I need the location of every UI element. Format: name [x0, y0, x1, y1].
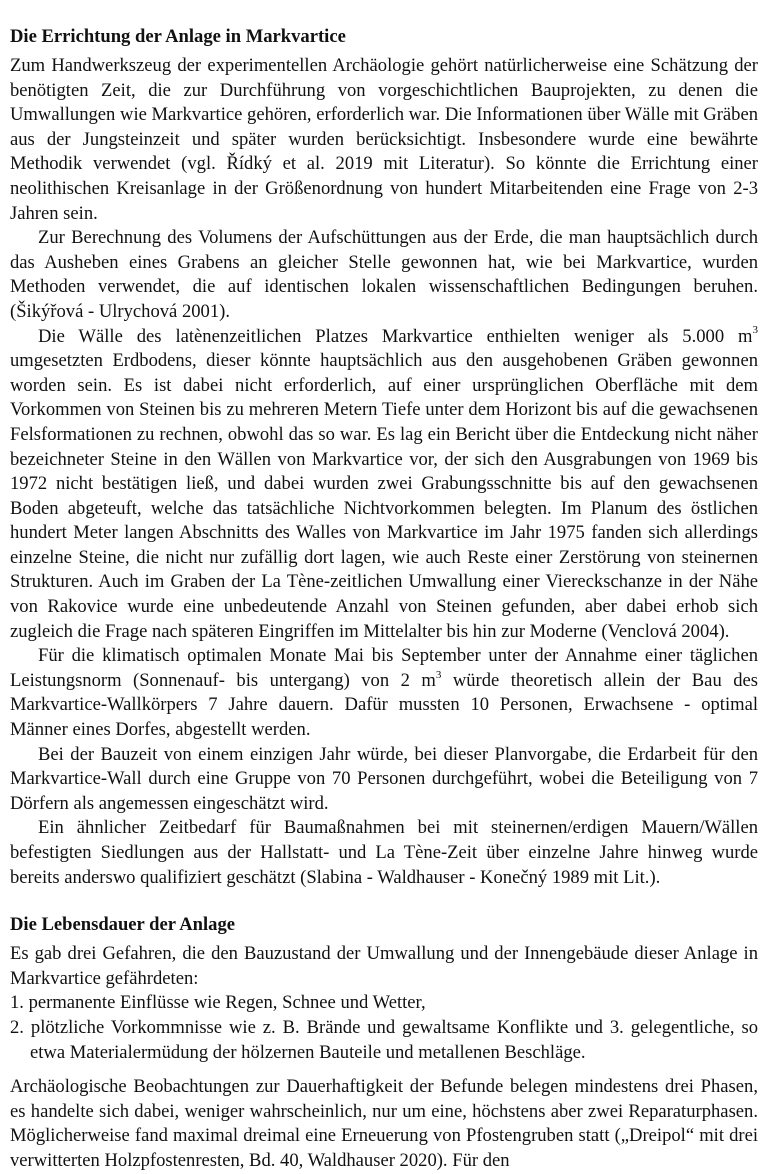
list-item: 2. plötzliche Vorkommnisse wie z. B. Brände und gewaltsame Konflikte und 3. gelegentliche, so etwa Materialermüdung der hölzernen Bauteile und metallenen Beschläge.	[10, 1016, 758, 1063]
page-content	[10, 24, 758, 1174]
section-construction	[10, 24, 758, 890]
paragraph: Bei der Bauzeit von einem einzigen Jahr würde, bei dieser Planvorgabe, die Erdarbeit für den Markvartice-Wall durch eine Gruppe von 70 Personen durchgeführt, wobei die Beteiligung von 7 Dörfern als angemessen eingeschätzt wird.	[10, 743, 758, 814]
section-heading: Die Lebensdauer der Anlage	[10, 914, 236, 936]
paragraph: Zum Handwerkszeug der experimentellen Archäologie gehört natürlicherweise eine Schätzung der benötigten Zeit, die zur Durchführung von vorgeschichtlichen Bauprojekten, zu denen die Umwallungen wie Markvartice gehören, erforderlich war. Die Informationen über Wälle mit Gräben aus der Jungsteinzeit und später wurden berücksichtigt. Insbesondere wurde eine bewährte Methodik verwendet (vgl. Řídký et al. 2019 mit Literatur). So könnte die Errichtung einer neolithischen Kreisanlage in der Größenordnung von hundert Mitarbeitenden eine Frage von 2-3 Jahren sein.	[10, 55, 758, 224]
list-item: 1. permanente Einflüsse wie Regen, Schnee und Wetter,	[10, 992, 426, 1014]
paragraph: Archäologische Beobachtungen zur Dauerhaftigkeit der Befunde belegen mindestens drei Phasen, es handelte sich dabei, weniger wahrscheinlich, nur um eine, höchstens aber zwei Reparaturphasen. Möglicherweise fand maximal dreimal eine Erneuerung von Pfostengruben statt („Dreipol“ mit drei verwitterten Holzpfostenresten, Bd. 40, Waldhauser 2020). Für den	[10, 1076, 758, 1171]
paragraph: Es gab drei Gefahren, die den Bauzustand der Umwallung und der Innengebäude dieser Anlage in Markvartice gefährdeten:	[10, 943, 758, 989]
paragraph	[10, 325, 758, 645]
section-lifespan	[10, 912, 758, 1173]
paragraph-text: würde theoretisch allein der Bau des Markvartice-Wallkörpers 7 Jahre dauern. Dafür mussten 10 Personen, Erwachsene - optimal Männer eines Dorfes, abgestellt werden.	[10, 669, 758, 741]
paragraph: Ein ähnlicher Zeitbedarf für Baumaßnahmen bei mit steinernen/erdigen Mauern/Wällen befestigten Siedlungen aus der Hallstatt- und La Tène-Zeit über einzelne Jahre hinweg wurde bereits anderswo qualifiziert geschätzt (Slabina - Waldhauser - Konečný 1989 mit Lit.).	[10, 817, 758, 888]
superscript: 3	[435, 668, 442, 681]
hazard-list	[10, 991, 758, 1065]
section-heading: Die Errichtung der Anlage in Markvartice	[10, 26, 346, 47]
superscript: 3	[752, 324, 758, 337]
paragraph-text: Die Wälle des latènenzeitlichen Platzes Markvartice enthielten weniger als 5.000 m	[38, 325, 753, 347]
paragraph: Zur Berechnung des Volumens der Aufschüttungen aus der Erde, die man hauptsächlich durch das Ausheben eines Grabens an gleicher Stelle gewonnen hat, wie bei Markvartice, wurden Methoden verwendet, die auf identischen lokalen wissenschaftlichen Bedingungen beruhen. (Šikýřová - Ulrychová 2001).	[10, 227, 758, 322]
paragraph-text: Für die klimatisch optimalen Monate Mai bis September unter der Annahme einer täglichen Leistungsnorm (Sonnenauf- bis untergang) von 2 m	[10, 645, 758, 691]
paragraph	[10, 644, 758, 742]
paragraph-text: umgesetzten Erdbodens, dieser könnte hauptsächlich aus den ausgehobenen Gräben gewonnen worden sein. Es ist dabei nicht erforderlich, auf einer ursprünglichen Oberfläche mit dem Vorkommen von Steinen bis zu mehreren Metern Tiefe unter dem Horizont bis auf die gewachsenen Felsformationen zu rechnen, obwohl das so war. Es lag ein Bericht über die Entdeckung nicht näher bezeichneter Steine in den Wällen von Markvartice vor, der sich den Ausgrabungen von 1969 bis 1972 nicht bestätigen ließ, und dabei wurden zwei Grabungsschnitte bis auf den gewachsenen Boden abgeteuft, welche das tatsächliche Nichtvorkommen belegten. Im Planum des östlichen hundert Meter langen Abschnitts des Walles von Markvartice im Jahr 1975 fanden sich allerdings einzelne Steine, die nicht nur zufällig dort lagen, wie auch Reste einer Zerstörung von steinernen Strukturen. Auch im Graben der La Tène-zeitlichen Umwallung einer Viereckschanze in der Nähe von Rakovice wurde eine unbedeutende Anzahl von Steinen gefunden, aber dabei erhob sich zugleich die Frage nach späteren Eingriffen im Mittelalter bis hin zur Moderne (Venclová 2004).	[10, 350, 758, 642]
